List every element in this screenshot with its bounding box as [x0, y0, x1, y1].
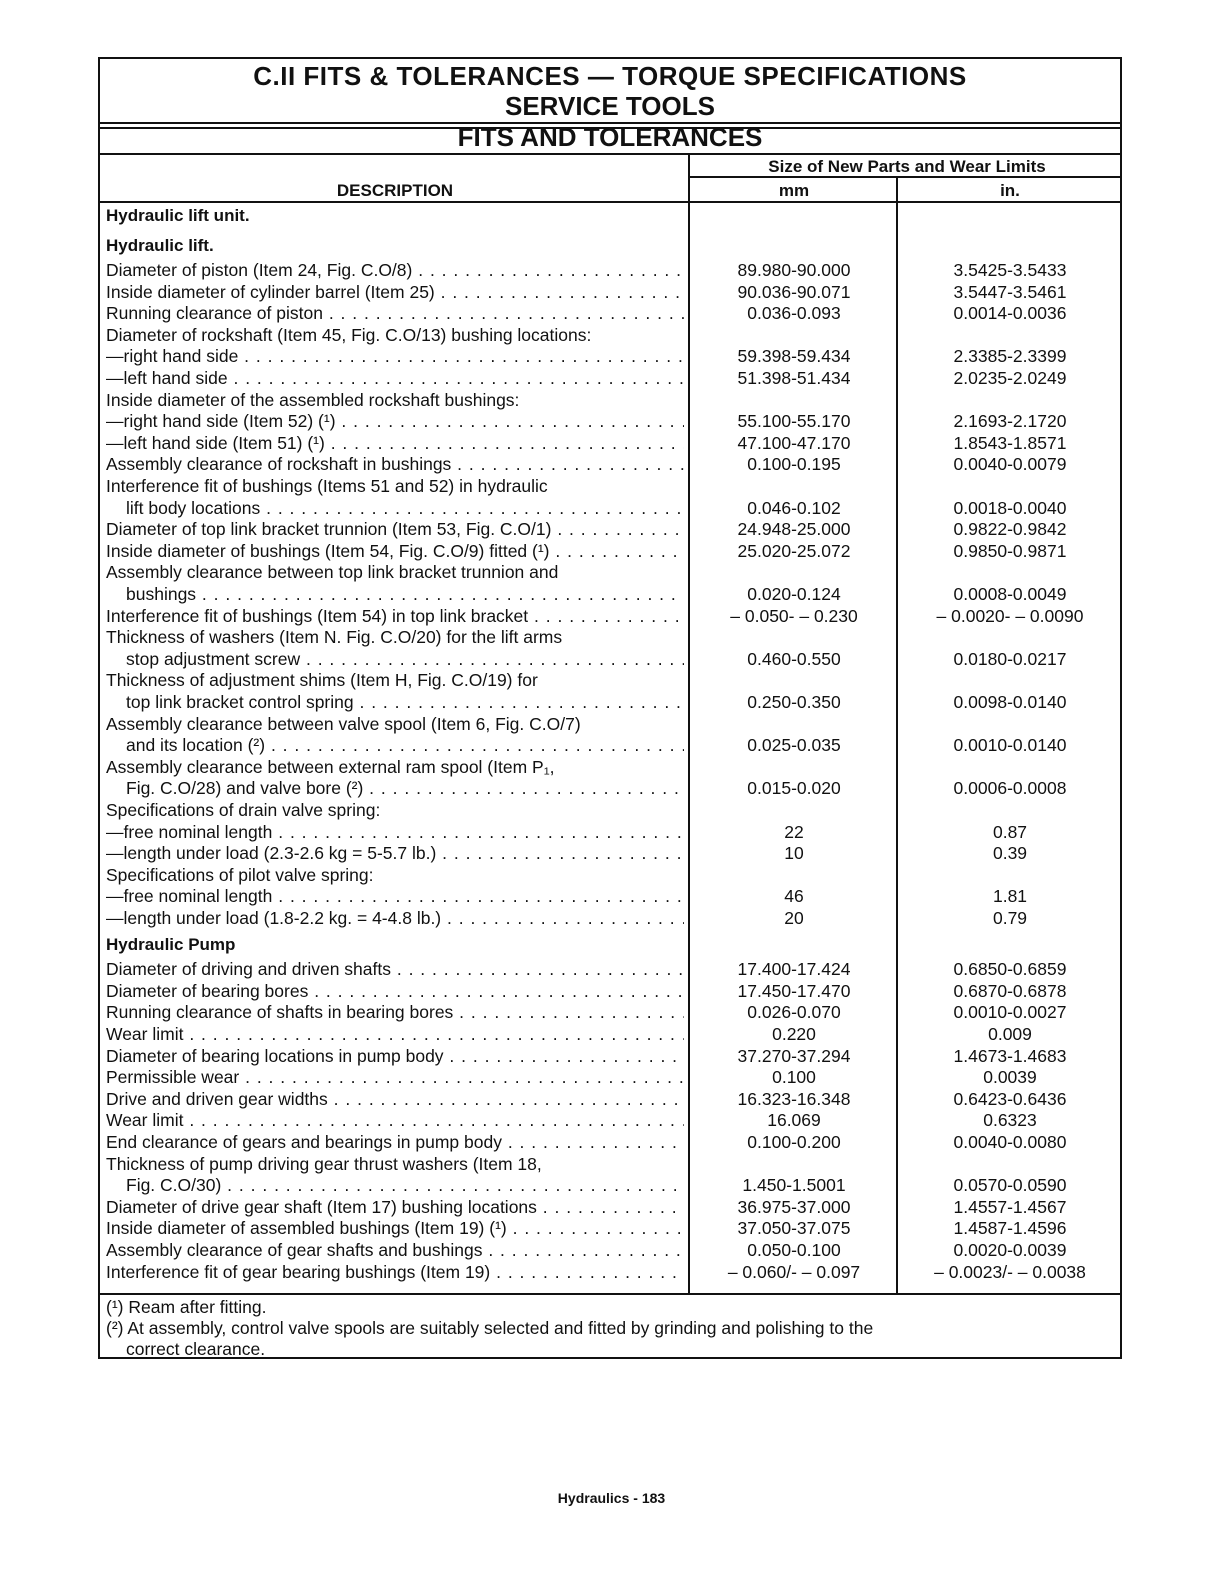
- row-value-mm: 17.400-17.424: [737, 959, 851, 980]
- table-row: [100, 498, 1120, 520]
- section-heading: Hydraulic lift.: [106, 235, 214, 255]
- row-description: Interference fit of bushings (Items 51 and 52) in hydraulic: [106, 476, 548, 496]
- table-row: [100, 1110, 1120, 1132]
- divider: [100, 201, 1120, 203]
- row-value-mm: 37.050-37.075: [737, 1218, 851, 1239]
- row-value-in: 1.4557-1.4567: [953, 1196, 1067, 1217]
- row-value-in: 0.6870-0.6878: [953, 980, 1067, 1001]
- row-value-mm: 0.460-0.550: [747, 648, 841, 669]
- column-header-in: in.: [1000, 181, 1020, 200]
- row-description: lift body locations . . .: [126, 498, 684, 520]
- row-description: Drive and driven gear widths . . .: [106, 1089, 684, 1111]
- row-description: Thickness of pump driving gear thrust washers (Item 18,: [106, 1153, 542, 1174]
- row-description: —right hand side . . .: [106, 346, 684, 368]
- row-description: bushings . . .: [126, 584, 684, 606]
- row-value-in: 0.87: [992, 821, 1028, 842]
- row-description: Diameter of rockshaft (Item 45, Fig. C.O/13) bushing locations:: [106, 324, 592, 345]
- row-value-in: 0.39: [992, 843, 1028, 864]
- column-group-header: Size of New Parts and Wear Limits: [768, 157, 1046, 176]
- table-row: [100, 714, 1120, 736]
- row-description: Running clearance of piston . . .: [106, 303, 684, 325]
- row-value-mm: 46: [784, 886, 804, 907]
- row-value-in: 1.8543-1.8571: [953, 432, 1067, 453]
- row-value-in: 0.6423-0.6436: [953, 1088, 1067, 1109]
- row-value-in: 0.9822-0.9842: [953, 519, 1067, 540]
- table-row: [100, 235, 1120, 257]
- table-row: [100, 1240, 1120, 1262]
- row-value-in: 1.4673-1.4683: [953, 1045, 1067, 1066]
- divider: [690, 176, 1120, 178]
- row-description: Fig. C.O/28) and valve bore (²) . . .: [126, 778, 684, 800]
- row-value-in: 0.0010-0.0140: [953, 735, 1067, 756]
- row-description: stop adjustment screw . . .: [126, 649, 684, 671]
- table-row: [100, 1089, 1120, 1111]
- row-value-in: 0.009: [988, 1023, 1032, 1044]
- table-row: [100, 800, 1120, 822]
- row-value-in: 0.0570-0.0590: [953, 1175, 1067, 1196]
- row-value-mm: 55.100-55.170: [737, 411, 851, 432]
- table-row: [100, 822, 1120, 844]
- row-description: Diameter of top link bracket trunnion (Item 53, Fig. C.O/1) . . .: [106, 519, 684, 541]
- page-footer: Hydraulics - 183: [557, 1490, 666, 1506]
- table-row: [100, 411, 1120, 433]
- row-value-in: 0.0180-0.0217: [953, 648, 1067, 669]
- row-description: Assembly clearance between external ram spool (Item P₁,: [106, 756, 555, 777]
- section-heading: Hydraulic Pump: [106, 934, 236, 954]
- row-description: End clearance of gears and bearings in pump body . . .: [106, 1132, 684, 1154]
- table-row: [100, 627, 1120, 649]
- table-row: [100, 606, 1120, 628]
- table-row: [100, 476, 1120, 498]
- table-row: [100, 649, 1120, 671]
- row-value-in: 0.0020-0.0039: [953, 1239, 1067, 1260]
- row-description: —free nominal length . . .: [106, 822, 684, 844]
- row-value-mm: 47.100-47.170: [737, 432, 851, 453]
- row-description: —length under load (1.8-2.2 kg. = 4-4.8 lb.) . . .: [106, 908, 684, 930]
- row-description: Wear limit . . .: [106, 1110, 684, 1132]
- footnote-1: (¹) Ream after fitting.: [106, 1297, 267, 1317]
- row-value-mm: 0.100: [772, 1067, 816, 1088]
- row-description: Wear limit . . .: [106, 1024, 684, 1046]
- row-value-in: 0.0018-0.0040: [953, 497, 1067, 518]
- row-value-mm: 90.036-90.071: [737, 281, 851, 302]
- row-value-mm: 0.046-0.102: [747, 497, 841, 518]
- row-description: Inside diameter of cylinder barrel (Item 25) . . .: [106, 282, 684, 304]
- row-description: —left hand side . . .: [106, 368, 684, 390]
- table-row: [100, 981, 1120, 1003]
- table-row: [100, 1024, 1120, 1046]
- row-value-mm: 0.220: [772, 1023, 816, 1044]
- row-description: Interference fit of gear bearing bushings (Item 19) . . .: [106, 1262, 684, 1284]
- row-value-mm: 36.975-37.000: [737, 1196, 851, 1217]
- column-header-mm: mm: [778, 181, 810, 200]
- row-value-mm: 16.069: [767, 1110, 821, 1131]
- row-description: Diameter of piston (Item 24, Fig. C.O/8) . . .: [106, 260, 684, 282]
- row-value-in: 2.0235-2.0249: [953, 368, 1067, 388]
- table-row: [100, 346, 1120, 368]
- row-value-in: 0.9850-0.9871: [953, 540, 1067, 561]
- row-description: Diameter of bearing locations in pump body . . .: [106, 1046, 684, 1068]
- table-row: [100, 562, 1120, 584]
- table-row: [100, 282, 1120, 304]
- table-row: [100, 886, 1120, 908]
- row-value-mm: 0.100-0.200: [747, 1131, 841, 1152]
- table-row: [100, 303, 1120, 325]
- row-description: top link bracket control spring . . .: [126, 692, 684, 714]
- row-description: Thickness of adjustment shims (Item H, Fig. C.O/19) for: [106, 670, 538, 691]
- row-value-mm: 0.026-0.070: [747, 1002, 841, 1023]
- row-value-mm: – 0.060/- – 0.097: [727, 1261, 861, 1282]
- table-row: [100, 908, 1120, 930]
- table-row: [100, 757, 1120, 779]
- table-row: [100, 584, 1120, 606]
- row-value-in: 0.0010-0.0027: [953, 1002, 1067, 1023]
- row-value-mm: 0.025-0.035: [747, 735, 841, 756]
- row-description: Assembly clearance between top link bracket trunnion and: [106, 562, 559, 583]
- section-heading: Hydraulic lift unit.: [106, 206, 250, 225]
- row-value-in: 2.1693-2.1720: [953, 411, 1067, 432]
- row-value-in: 0.0006-0.0008: [953, 778, 1067, 799]
- divider: [100, 153, 1120, 155]
- row-description: Specifications of drain valve spring:: [106, 800, 381, 820]
- column-header-description: DESCRIPTION: [336, 181, 454, 200]
- row-description: Interference fit of bushings (Item 54) in top link bracket . . .: [106, 606, 684, 628]
- table-row: [100, 1002, 1120, 1024]
- table-row: [100, 205, 1120, 227]
- row-value-mm: 0.015-0.020: [747, 778, 841, 799]
- row-value-in: 1.81: [992, 886, 1028, 907]
- row-value-in: 0.6323: [983, 1110, 1037, 1131]
- row-description: Running clearance of shafts in bearing bores . . .: [106, 1002, 684, 1024]
- row-description: Assembly clearance between valve spool (Item 6, Fig. C.O/7): [106, 713, 581, 734]
- row-value-mm: 0.100-0.195: [747, 454, 841, 475]
- table-row: [100, 1046, 1120, 1068]
- row-value-mm: 51.398-51.434: [737, 368, 851, 388]
- table-row: [100, 541, 1120, 563]
- row-value-in: 0.0008-0.0049: [953, 584, 1067, 604]
- table-row: [100, 1154, 1120, 1176]
- row-description: Inside diameter of bushings (Item 54, Fig. C.O/9) fitted (¹) . . .: [106, 541, 684, 563]
- row-value-mm: 25.020-25.072: [737, 540, 851, 561]
- page-title: C.II FITS & TOLERANCES — TORQUE SPECIFICATIONS: [253, 61, 967, 91]
- row-description: Assembly clearance of gear shafts and bushings . . .: [106, 1240, 684, 1262]
- row-value-mm: 10: [784, 843, 804, 864]
- row-value-mm: 0.050-0.100: [747, 1239, 841, 1260]
- row-value-in: 0.6850-0.6859: [953, 959, 1067, 980]
- table-row: [100, 959, 1120, 981]
- row-value-in: 0.79: [992, 908, 1028, 928]
- row-value-mm: 59.398-59.434: [737, 346, 851, 367]
- row-description: —left hand side (Item 51) (¹) . . .: [106, 433, 684, 455]
- row-value-mm: 1.450-1.5001: [742, 1175, 846, 1196]
- table-row: [100, 325, 1120, 347]
- table-row: [100, 260, 1120, 282]
- row-value-mm: 89.980-90.000: [737, 260, 851, 280]
- table-row: [100, 843, 1120, 865]
- row-value-mm: 0.250-0.350: [747, 692, 841, 712]
- row-value-in: 0.0040-0.0079: [953, 454, 1067, 475]
- row-description: and its location (²) . . .: [126, 735, 684, 757]
- row-value-mm: – 0.050- – 0.230: [730, 605, 858, 626]
- table-row: [100, 390, 1120, 412]
- footnote-2: (²) At assembly, control valve spools are suitably selected and fitted by grinding and polishing to the: [106, 1318, 874, 1338]
- row-description: Fig. C.O/30) . . .: [126, 1175, 684, 1197]
- table-row: [100, 735, 1120, 757]
- row-description: Permissible wear . . .: [106, 1067, 684, 1089]
- row-description: —free nominal length . . .: [106, 886, 684, 908]
- row-value-mm: 24.948-25.000: [737, 519, 851, 540]
- table-row: [100, 934, 1120, 956]
- row-description: Inside diameter of the assembled rockshaft bushings:: [106, 389, 520, 410]
- page-subtitle: SERVICE TOOLS: [505, 91, 715, 121]
- row-description: Inside diameter of assembled bushings (Item 19) (¹) . . .: [106, 1218, 684, 1240]
- row-value-mm: 0.036-0.093: [747, 303, 841, 324]
- row-description: Thickness of washers (Item N. Fig. C.O/20) for the lift arms: [106, 627, 563, 648]
- table-row: [100, 1218, 1120, 1240]
- row-value-in: 0.0039: [983, 1067, 1037, 1088]
- section-title: FITS AND TOLERANCES: [457, 122, 763, 152]
- row-description: Diameter of driving and driven shafts . . .: [106, 959, 684, 981]
- table-row: [100, 1262, 1120, 1284]
- table-row: [100, 454, 1120, 476]
- row-value-in: 0.0098-0.0140: [953, 692, 1067, 712]
- table-row: [100, 1132, 1120, 1154]
- row-description: —length under load (2.3-2.6 kg = 5-5.7 lb.) . . .: [106, 843, 684, 865]
- table-row: [100, 778, 1120, 800]
- table-row: [100, 433, 1120, 455]
- spec-table-frame: [98, 57, 1122, 1359]
- divider: [100, 1293, 1120, 1295]
- row-description: Assembly clearance of rockshaft in bushings . . .: [106, 454, 684, 476]
- table-row: [100, 1197, 1120, 1219]
- row-description: Diameter of bearing bores . . .: [106, 981, 684, 1003]
- footnote-2-cont: correct clearance.: [126, 1339, 266, 1359]
- row-value-mm: 22: [784, 821, 804, 842]
- row-description: Diameter of drive gear shaft (Item 17) bushing locations . . .: [106, 1197, 684, 1219]
- row-value-mm: 16.323-16.348: [737, 1088, 851, 1109]
- row-value-in: 0.0014-0.0036: [953, 303, 1067, 324]
- row-value-in: 0.0040-0.0080: [953, 1131, 1067, 1152]
- table-row: [100, 1175, 1120, 1197]
- table-row: [100, 519, 1120, 541]
- table-row: [100, 368, 1120, 390]
- row-value-in: 1.4587-1.4596: [953, 1218, 1067, 1239]
- table-row: [100, 865, 1120, 887]
- row-value-in: – 0.0020- – 0.0090: [936, 605, 1084, 626]
- table-row: [100, 692, 1120, 714]
- row-description: Specifications of pilot valve spring:: [106, 864, 374, 885]
- row-value-mm: 20: [784, 908, 804, 928]
- row-description: —right hand side (Item 52) (¹) . . .: [106, 411, 684, 433]
- row-value-in: – 0.0023/- – 0.0038: [934, 1261, 1086, 1282]
- row-value-in: 2.3385-2.3399: [953, 346, 1067, 367]
- row-value-mm: 37.270-37.294: [737, 1045, 851, 1066]
- row-value-mm: 17.450-17.470: [737, 980, 851, 1001]
- row-value-mm: 0.020-0.124: [747, 584, 841, 604]
- table-row: [100, 1067, 1120, 1089]
- row-value-in: 3.5447-3.5461: [953, 281, 1067, 302]
- row-value-in: 3.5425-3.5433: [953, 260, 1067, 280]
- table-row: [100, 670, 1120, 692]
